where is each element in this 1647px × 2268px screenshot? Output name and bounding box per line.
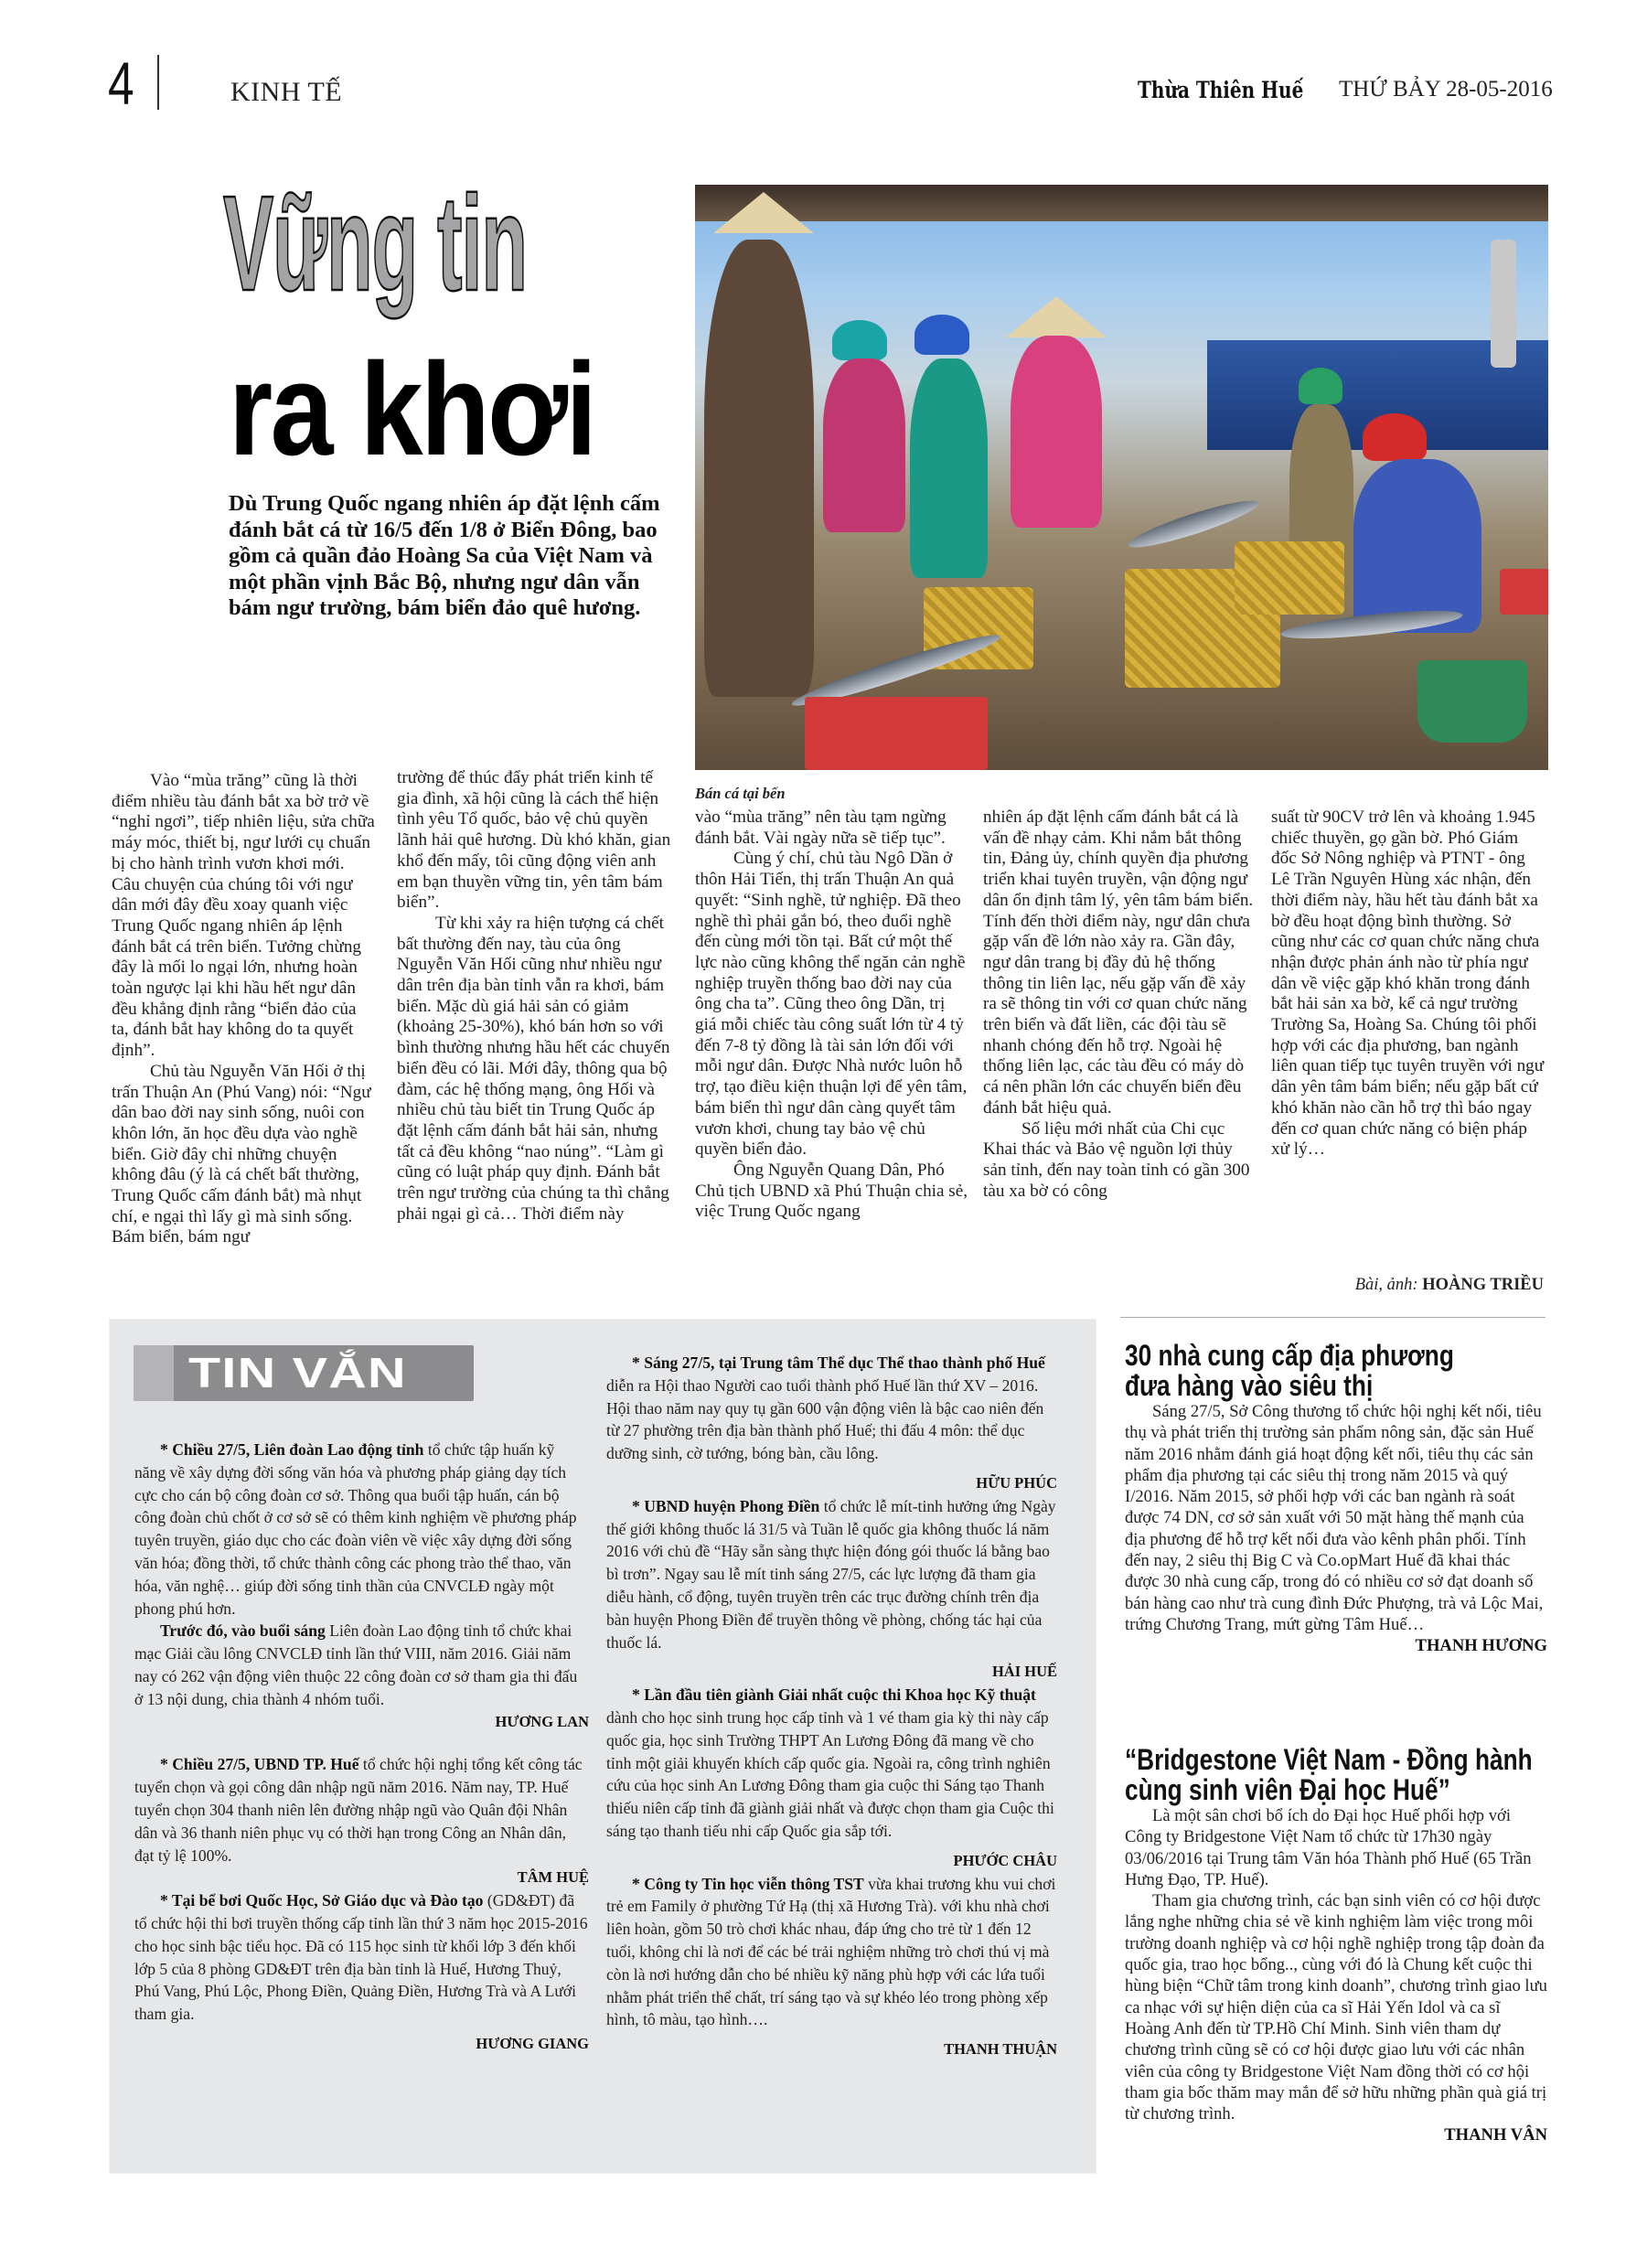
news-briefs-banner <box>134 1345 474 1401</box>
brief-author: HẢI HUẾ <box>991 1663 1057 1681</box>
headline-line-1: Vững tin <box>223 168 527 319</box>
brief-author: THANH THUẬN <box>944 2040 1057 2059</box>
side-article-title: “Bridgestone Việt Nam - Đồng hành cùng sinh viên Đại học Huế” <box>1125 1743 1533 1806</box>
article-column-3 <box>695 808 969 1223</box>
paragraph: Số liệu mới nhất của Chi cục Khai thác và Bảo vệ nguồn lợi thủy sản tỉnh, đến nay toàn tỉnh có gần 300 tàu xa bờ có công <box>983 1118 1250 1201</box>
news-briefs-column-2 <box>606 1352 1057 2061</box>
brief-author: TÂM HUỆ <box>517 1868 589 1887</box>
brief-item: * Tại bể bơi Quốc Học, Sở Giáo dục và Đào tạo (GD&ĐT) đã tổ chức hội thi bơi truyền thống cấp tỉnh lần thứ 3 năm học 2015-2016 cho học sinh bậc tiểu học. Đã có 115 học sinh từ khối lớp 3 đến khối lớp 5 của 8 phòng GD&ĐT trên địa bàn tỉnh là Huế, Hương Thuỷ, Phú Vang, Phú Lộc, Phong Điền, Quảng Điền, Hương Trà và A Lưới tham gia. <box>134 1891 588 2024</box>
paragraph: Từ khi xảy ra hiện tượng cá chết bất thường đến nay, tàu của ông Nguyễn Văn Hối cũng như nhiều ngư dân trên địa bàn tỉnh vẫn ra khơi, bám biển. Mặc dù giá hải sản có giảm (khoảng 25-30%), khó bán hơn so với bình thường nhưng hầu hết các chuyến biển đều có lãi. Mới đây, thông qua bộ đàm, các hệ thống mạng, ông Hối và nhiều chủ tàu biết tin Trung Quốc áp đặt lệnh cấm đánh bắt hải sản, nhưng tất cả đều không “nao núng”. “Làm gì cũng có luật pháp quy định. Đánh bắt trên ngư trường của chúng ta thì chẳng phải ngại gì cả… Thời điểm này <box>397 913 670 1224</box>
paragraph: Tham gia chương trình, các bạn sinh viên có cơ hội được lắng nghe những chia sẻ về kinh nghiệm làm việc trong môi trường doanh nghiệp và cơ hội nghề nghiệp trong tập đoàn đa quốc gia, trao học bổng.., cùng với đó là Chung kết cuộc thi hùng biện “Chữ tâm trong kinh doanh”, chương trình giao lưu ca nhạc với sự hiện diện của ca sĩ Hải Yến Idol và ca sĩ Hoàng Anh đến từ TP.Hồ Chí Minh. Sinh viên tham dự chương trình cũng sẽ có cơ hội được giao lưu với các nhân viên của công ty Bridgestone Việt Nam đồng thời có cơ hội tham gia bốc thăm may mắn để sở hữu những phần quà giá trị từ chương trình. <box>1125 1891 1547 2124</box>
page-number: 4 <box>108 49 134 117</box>
news-briefs-column-1 <box>134 1439 589 2056</box>
issue-date: THỨ BẢY 28-05-2016 <box>1339 77 1553 102</box>
brief-item: * Lần đầu tiên giành Giải nhất cuộc thi Khoa học Kỹ thuật dành cho học sinh trung học cấp tỉnh và 1 vé tham gia kỳ thi này cấp quốc gia, học sinh Trường THPT An Lương Đông đã mang về cho tỉnh một giải khuyến khích cấp quốc gia. Ngoài ra, công trình nghiên cứu của học sinh An Lương Đông tham gia cuộc thi Sáng tạo Thanh thiếu niên cấp tỉnh đã giành giải nhất và được chọn tham gia Cuộc thi sáng tạo thanh tiếu nhi cấp Quốc gia sắp tới. <box>606 1685 1054 1840</box>
byline-label: Bài, ảnh: <box>1354 1276 1418 1294</box>
side-article-author: THANH HƯƠNG <box>1415 1636 1547 1656</box>
paragraph: Ông Nguyễn Quang Dân, Phó Chủ tịch UBND xã Phú Thuận chia sẻ, việc Trung Quốc ngang <box>695 1160 968 1222</box>
brief-author: HỮU PHÚC <box>976 1473 1057 1492</box>
article-lead: Dù Trung Quốc ngang nhiên áp đặt lệnh cấm đánh bắt cá từ 16/5 đến 1/8 ở Biển Đông, bao gồm cả quần đảo Hoàng Sa của Việt Nam và một phần vịnh Bắc Bộ, nhưng ngư dân vẫn bám ngư trường, bám biển đảo quê hương. <box>229 491 660 620</box>
brief-item: Trước đó, vào buổi sáng Liên đoàn Lao động tỉnh tổ chức khai mạc Giải cầu lông CNVCLĐ tỉnh lần thứ VIII, năm 2016. Giải năm nay có 262 vận động viên thuộc 22 công đoàn cơ sở tham gia thi đấu ở 13 nội dung, chia thành 4 nhóm tuổi. <box>134 1621 578 1708</box>
section-label: KINH TẾ <box>230 77 343 107</box>
paragraph: Cùng ý chí, chủ tàu Ngô Dần ở thôn Hải Tiến, thị trấn Thuận An quả quyết: “Sinh nghề, tử nghiệp. Đã theo nghề thì phải gắn bó, theo đuổi nghề đến cùng mới tồn tại. Bất cứ một thế lực nào cũng không thể ngăn cản nghề nghiệp truyền thống bao đời nay của ông cha ta”. Cũng theo ông Dần, trị giá mỗi chiếc tàu công suất lớn từ 4 tỷ đến 7-8 tỷ đồng là tài sản lớn đối với mỗi ngư dân. Được Nhà nước luôn hỗ trợ, tạo điều kiện thuận lợi để yên tâm, bám biển thì ngư dân càng quyết tâm vươn khơi, chung tay bảo vệ chủ quyền biển đảo. <box>695 849 968 1160</box>
brief-item: * UBND huyện Phong Điền tổ chức lễ mít-tinh hưởng ứng Ngày thế giới không thuốc lá 31/5 và Tuần lễ quốc gia không thuốc lá năm 2016 với chủ đề “Hãy sẵn sàng thực hiện đóng gói thuốc lá bằng bao bì trơn”. Ngay sau lễ mít tinh sáng 27/5, các lực lượng đã tham gia diễu hành, cổ động, tuyên truyền trên các trục đường chính trên địa bàn huyện Phong Điền để truyền thông về phòng, chống tác hại của thuốc lá. <box>606 1496 1056 1652</box>
article-column-4 <box>983 808 1257 1202</box>
paragraph: Chủ tàu Nguyễn Văn Hối ở thị trấn Thuận An (Phú Vang) nói: “Ngư dân bao đời nay sinh sống, nuôi con khôn lớn, ăn học đều dựa vào nghề biển. Giờ đây chỉ những chuyện không đâu (ý là cá chết bất thường, Trung Quốc cấm đánh bắt) mà nhụt chí, e ngại thì lấy gì mà sinh sống. Bám biển, bám ngư <box>112 1061 371 1247</box>
side-article-author: THANH VÂN <box>1444 2125 1547 2145</box>
paragraph: vào “mùa trăng” nên tàu tạm ngừng đánh bắt. Vài ngày nữa sẽ tiếp tục”. <box>695 808 946 848</box>
side-article-title: 30 nhà cung cấp địa phương đưa hàng vào siêu thị <box>1125 1339 1454 1402</box>
header-divider <box>157 55 159 110</box>
paragraph: Sáng 27/5, Sở Công thương tổ chức hội nghị kết nối, tiêu thụ và phát triển thị trường sản phẩm nông sản, đặc sản Huế năm 2016 nhằm đánh giá hoạt động kết nối, tiêu thụ các sản phẩm địa phương tại các siêu thị trong năm 2015 và quý I/2016. Năm 2015, sở phối hợp với các ban ngành rà soát được 74 DN, cơ sở sản xuất với 50 mặt hàng thế mạnh của địa phương để hỗ trợ kết nối đưa vào kênh phân phối. Tính đến nay, 2 siêu thị Big C và Co.opMart Huế đã khai thác được 30 nhà cung cấp, trong đó có nhiều cơ sở đạt doanh số bán hàng cao như trà cung đình Đức Phượng, trà vả Lộc Mai, trứng Chương Trang, mứt gừng Tâm Huế… <box>1125 1402 1544 1634</box>
byline-author: HOÀNG TRIỀU <box>1422 1276 1544 1294</box>
paragraph: suất từ 90CV trở lên và khoảng 1.945 chiếc thuyền, gọ gần bờ. Phó Giám đốc Sở Nông nghiệp và PTNT - ông Lê Trần Nguyên Hùng xác nhận, đến thời điểm này, hầu hết tàu đánh bắt xa bờ đều hoạt động bình thường. Sở cũng như các cơ quan chức năng chưa nhận được phản ánh nào từ phía ngư dân về việc gặp khó khăn trong đánh bắt hải sản xa bờ, kể cả ngư trường Trường Sa, Hoàng Sa. Chúng tôi phối hợp với các địa phương, ban ngành liên quan tiếp tục tuyên truyền với ngư dân yên tâm bám biển; nếu gặp bất cứ khó khăn nào cần hỗ trợ thì báo ngay đến cơ quan chức năng có biện pháp xử lý… <box>1271 808 1545 1160</box>
brief-author: HƯƠNG LAN <box>495 1712 589 1730</box>
brief-item: * Chiều 27/5, UBND TP. Huế tổ chức hội nghị tổng kết công tác tuyển chọn và gọi công dân nhập ngũ năm 2016. Năm nay, TP. Huế tuyển chọn 304 thanh niên lên đường nhập ngũ vào Quân đội Nhân dân và 36 thanh niên phục vụ có thời hạn trong Công an Nhân dân, đạt tỷ lệ 100%. <box>134 1755 583 1865</box>
paragraph: nhiên áp đặt lệnh cấm đánh bắt cá là vấn đề nhạy cảm. Khi nắm bắt thông tin, Đảng ủy, chính quyền địa phương triển khai tuyên truyền, vận động ngư dân ổn định tâm lý, yên tâm bám biển. Tính đến thời điểm này, ngư dân chưa gặp vấn đề lớn nào xảy ra. Gần đây, ngư dân trang bị đầy đủ hệ thống thông tin liên lạc, nếu gặp vấn đề xảy ra sẽ thông tin với cơ quan chức năng trên biển và đất liền, các đội tàu sẽ nhanh chóng đến hỗ trợ. Ngoài hệ thống liên lạc, các tàu đều có máy dò cá nên phần lớn các chuyến biển đều đánh bắt hiệu quả. <box>983 808 1254 1118</box>
article-column-5 <box>1271 808 1545 1161</box>
brief-item: * Công ty Tin học viễn thông TST vừa khai trương khu vui chơi trẻ em Family ở phường Tứ Hạ (thị xã Hương Trà). với khu nhà chơi liên hoàn, gồm 50 trò chơi khác nhau, đáp ứng cho trẻ từ 1 đến 12 tuổi, không chỉ là nơi để các bé trải nghiệm những trò chơi thú vị mà còn là nơi hướng dẫn cho bé nhiều kỹ năng phù hợp với các lứa tuổi nhằm phát triển thể chất, trí sáng tạo và sự khéo léo trong phòng xếp hình, tô màu, tạo hình…. <box>606 1874 1056 2029</box>
paragraph: Là một sân chơi bổ ích do Đại học Huế phối hợp với Công ty Bridgestone Việt Nam tổ chức từ 17h30 ngày 03/06/2016 tại Trung tâm Văn hóa Thành phố Huế (65 Trần Hưng Đạo, TP. Huế). <box>1125 1806 1532 1889</box>
paragraph: Vào “mùa trăng” cũng là thời điểm nhiều tàu đánh bắt xa bờ trở về “nghỉ ngơi”, tiếp nhiên liệu, sửa chữa máy móc, thiết bị, ngư lưới cụ chuẩn bị cho hành trình vươn khơi mới. Câu chuyện của chúng tôi với ngư dân mới đây đều xoay quanh việc Trung Quốc ngang nhiên áp lệnh đánh bắt cá trên biển. Tưởng chừng đây là mối lo ngại lớn, nhưng hoàn toàn ngược lại khi hầu hết ngư dân đều khẳng định rằng “biển đảo của ta, đánh bắt hay không do ta quyết định”. <box>112 771 375 1061</box>
brief-author: HƯƠNG GIANG <box>476 2034 589 2052</box>
article-photo <box>695 185 1548 770</box>
brief-author: PHƯỚC CHÂU <box>953 1851 1057 1869</box>
side-article-body <box>1125 1401 1547 1657</box>
side-article-body <box>1125 1805 1547 2146</box>
headline-line-2: ra khơi <box>229 336 595 483</box>
article-byline <box>1271 1276 1544 1295</box>
brief-item: * Sáng 27/5, tại Trung tâm Thể dục Thể thao thành phố Huế diễn ra Hội thao Người cao tuổi thành phố Huế lần thứ XV – 2016. Hội thao năm nay quy tụ gần 600 vận động viên là bậc cao niên đến từ 27 phường trên địa bàn thành phố Huế; thi đấu 4 môn: thể dục dưỡng sinh, cờ tướng, bóng bàn, cầu lông. <box>606 1353 1045 1463</box>
paragraph: trường để thúc đẩy phát triển kinh tế gia đình, xã hội cũng là cách thể hiện tình yêu Tổ quốc, bảo vệ chủ quyền lãnh hải quê hương. Dù khó khăn, gian khổ đến mấy, tôi cũng động viên anh em bạn thuyền vững tin, yên tâm bám biển”. <box>397 768 671 913</box>
section-divider <box>1120 1317 1545 1318</box>
photo-caption: Bán cá tại bến <box>695 785 786 802</box>
weighing-scale-shape <box>1417 660 1527 743</box>
article-column-1 <box>112 771 377 1248</box>
news-briefs-title: TIN VẮN <box>188 1349 407 1396</box>
newspaper-name: Thừa Thiên Huế <box>1138 77 1304 103</box>
brief-item: * Chiều 27/5, Liên đoàn Lao động tỉnh tổ chức tập huấn kỹ năng về xây dựng đời sống văn hóa và phương pháp giảng dạy tích cực cho cán bộ công đoàn cơ sở. Thông qua buổi tập huấn, cán bộ công đoàn chủ chốt ở cơ sở sẽ có thêm kinh nghiệm về phương pháp tuyên truyền, giáo dục cho các đoàn viên về việc xây dựng đời sống văn hóa; đồng thời, tổ chức thành công các phong trào thể thao, văn hóa, văn nghệ… giúp đời sống tinh thần của CNVCLĐ ngày một phong phú hơn. <box>134 1440 577 1618</box>
article-column-2 <box>397 768 671 1225</box>
